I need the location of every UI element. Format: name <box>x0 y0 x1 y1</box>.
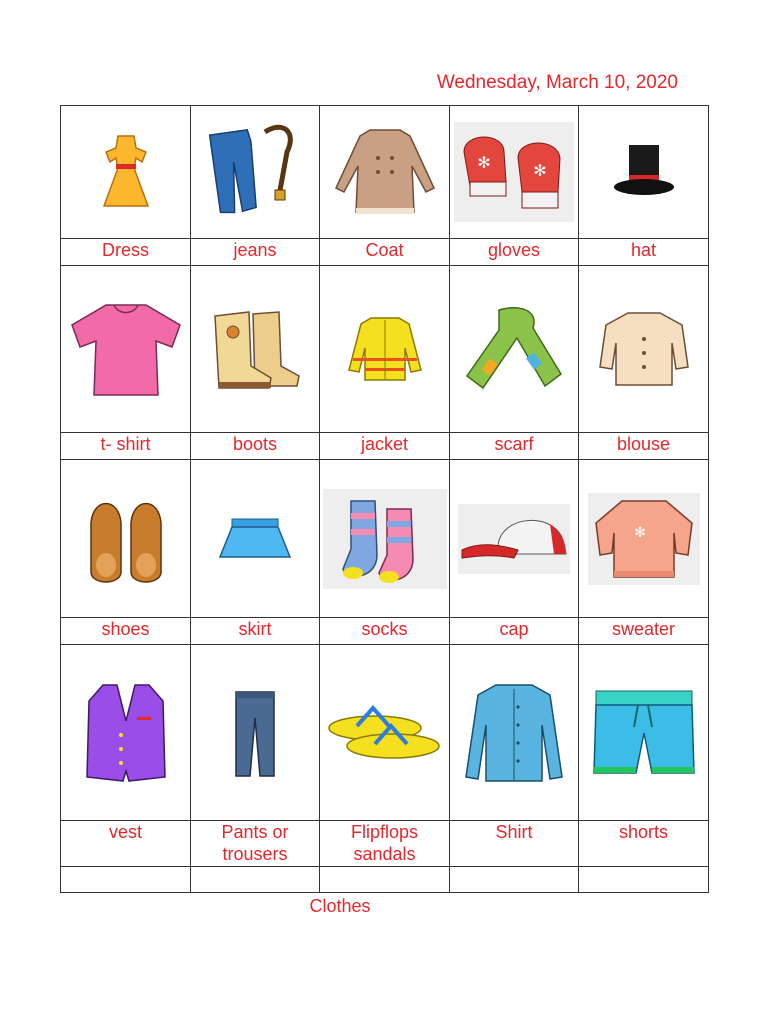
label-tshirt: t- shirt <box>61 433 191 460</box>
label-pants: Pants or trousers <box>191 821 320 867</box>
cell-blouse-picture <box>579 266 709 433</box>
cell-coat-picture <box>320 106 450 239</box>
label-blouse: blouse <box>579 433 709 460</box>
label-shoes: shoes <box>61 618 191 645</box>
label-boots: boots <box>191 433 320 460</box>
skirt-icon <box>218 517 292 561</box>
cell-boots-picture <box>191 266 320 433</box>
cell-socks-picture <box>320 460 450 618</box>
footer-caption: Clothes <box>309 896 371 916</box>
empty-cell <box>61 867 191 893</box>
svg-text:✻: ✻ <box>477 155 491 172</box>
cell-flipflops-picture <box>320 645 450 821</box>
label-coat: Coat <box>320 239 450 266</box>
coat-icon <box>330 122 440 222</box>
empty-cell <box>450 867 579 893</box>
flipflops-icon <box>327 700 443 766</box>
empty-cell <box>191 867 320 893</box>
label-gloves: gloves <box>450 239 579 266</box>
cell-scarf-picture <box>450 266 579 433</box>
cell-jacket-picture <box>320 266 450 433</box>
cell-gloves-picture <box>450 106 579 239</box>
cell-tshirt-picture <box>61 266 191 433</box>
label-cap: cap <box>450 618 579 645</box>
label-sweater: sweater <box>579 618 709 645</box>
empty-cell <box>579 867 709 893</box>
cell-hat-picture <box>579 106 709 239</box>
cell-dress-picture <box>61 106 191 239</box>
label-shirt: Shirt <box>450 821 579 867</box>
boots-icon <box>209 306 301 392</box>
label-socks: socks <box>320 618 450 645</box>
label-skirt: skirt <box>191 618 320 645</box>
svg-text:✻: ✻ <box>633 523 646 540</box>
label-shorts: shorts <box>579 821 709 867</box>
gloves-icon <box>454 122 574 222</box>
cell-pants-picture <box>191 645 320 821</box>
label-flipflops: Flipflops sandals <box>320 821 450 867</box>
cell-cap-picture <box>450 460 579 618</box>
cell-shirt-picture <box>450 645 579 821</box>
blouse-icon <box>596 309 692 389</box>
jeans-icon <box>205 122 305 222</box>
label-hat: hat <box>579 239 709 266</box>
svg-text:✻: ✻ <box>533 163 547 180</box>
label-jeans: jeans <box>191 239 320 266</box>
cell-vest-picture <box>61 645 191 821</box>
cell-skirt-picture <box>191 460 320 618</box>
cell-jeans-picture <box>191 106 320 239</box>
clothes-table <box>60 105 709 893</box>
dress-icon <box>96 132 156 212</box>
socks-icon <box>323 489 447 589</box>
label-scarf: scarf <box>450 433 579 460</box>
cell-shorts-picture <box>579 645 709 821</box>
label-dress: Dress <box>61 239 191 266</box>
jacket-icon <box>345 314 425 384</box>
shoes-icon <box>81 493 171 585</box>
shirt-icon <box>464 681 564 785</box>
cap-icon <box>458 504 570 574</box>
scarf-icon <box>459 304 569 394</box>
label-vest: vest <box>61 821 191 867</box>
cell-sweater-picture <box>579 460 709 618</box>
label-jacket: jacket <box>320 433 450 460</box>
sweater-icon <box>588 493 700 585</box>
vest-icon <box>83 681 169 785</box>
tshirt-icon <box>68 299 184 399</box>
pants-icon <box>230 688 280 778</box>
hat-icon <box>609 137 679 207</box>
date-heading: Wednesday, March 10, 2020 <box>436 72 678 93</box>
shorts-icon <box>590 687 698 779</box>
empty-cell <box>320 867 450 893</box>
cell-shoes-picture <box>61 460 191 618</box>
